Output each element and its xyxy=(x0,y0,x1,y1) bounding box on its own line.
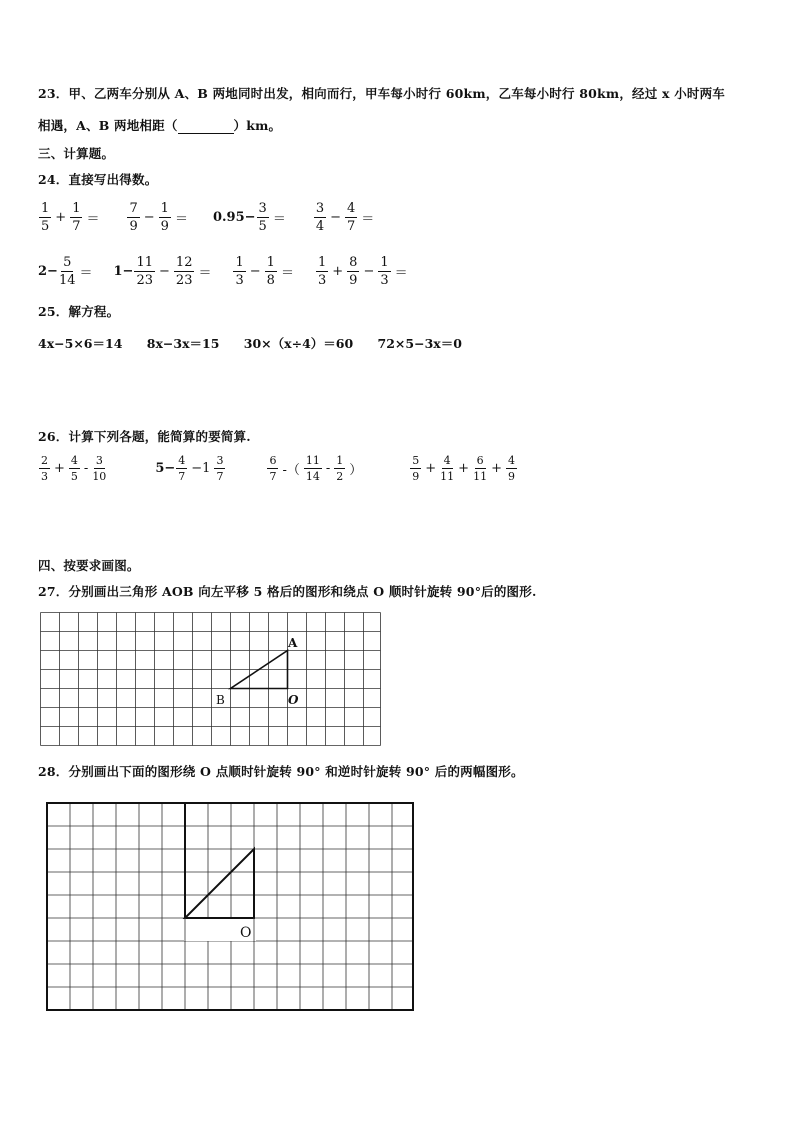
q23-line2-pre: 相遇，A、B 两地相距（ xyxy=(38,118,178,133)
q26-row xyxy=(38,455,536,482)
fraction: $\frac{4}{7}$ xyxy=(178,454,186,483)
fraction: $\frac{4}{11}$ xyxy=(440,454,455,483)
q25-eq4: 72×5−3x＝0 xyxy=(377,336,462,351)
q28-grid[interactable] xyxy=(46,802,414,1012)
q25-eq2: 8x−3x＝15 xyxy=(146,336,220,351)
q26-e1: $\frac{2}{3}$ + $\frac{4}{5}$ - $\frac{3}{10}$ xyxy=(41,454,107,483)
fraction: $\frac{4}{5}$ xyxy=(70,454,78,483)
q24-r2-e1: 2− $\frac{5}{14}$ ＝ xyxy=(38,255,93,288)
fraction: $\frac{3}{4}$ xyxy=(315,201,325,234)
q25-eq3: 30×（x÷4）＝60 xyxy=(243,336,354,351)
q25-eq1: 4x−5×6＝14 xyxy=(38,336,123,351)
q24-r1-e3: 0.95− $\frac{3}{5}$ ＝ xyxy=(212,201,286,234)
q23-line2-post: ）km。 xyxy=(233,118,282,133)
fraction: $\frac{3}{7}$ xyxy=(216,454,224,483)
q27-title: 27．分别画出三角形 AOB 向左平移 5 格后的图形和绕点 O 顺时针旋转 90°后的图形. xyxy=(38,584,537,599)
fraction: $\frac{11}{14}$ xyxy=(305,454,320,483)
q27-label-o: O xyxy=(288,693,299,707)
fraction: $\frac{1}{3}$ xyxy=(380,255,389,288)
q24-title: 24．直接写出得数。 xyxy=(38,172,158,187)
q25-equations xyxy=(38,334,482,352)
q24-r2-e4: $\frac{1}{3}$ + $\frac{8}{9}$ − $\frac{1}{3}$ ＝ xyxy=(317,255,408,288)
q27-grid[interactable] xyxy=(40,612,382,746)
q24-row1 xyxy=(38,202,395,233)
q27-grid-lines xyxy=(41,613,381,746)
fraction: $\frac{11}{23}$ xyxy=(136,255,154,288)
q23-line1: 23．甲、乙两车分别从 A、B 两地同时出发，相向而行，甲车每小时行 60km，乙车每小时行 80km，经过 x 小时两车 xyxy=(38,86,725,101)
q25-title: 25．解方程。 xyxy=(38,304,120,319)
q27-label-a: A xyxy=(288,636,298,650)
q23-answer-blank[interactable] xyxy=(178,118,234,134)
section3-heading: 三、计算题。 xyxy=(38,146,115,161)
fraction: $\frac{4}{7}$ xyxy=(347,201,356,234)
q28-grid-lines xyxy=(47,803,413,1010)
q28-title: 28．分别画出下面的图形绕 O 点顺时针旋转 90° 和逆时针旋转 90° 后的两幅图形。 xyxy=(38,764,524,779)
fraction: $\frac{1}{2}$ xyxy=(336,454,344,483)
fraction: $\frac{1}{7}$ xyxy=(72,201,81,234)
q28-label-o: O xyxy=(240,925,252,941)
fraction: $\frac{1}{8}$ xyxy=(266,255,275,288)
q24-r1-e4: $\frac{3}{4}$ − $\frac{4}{7}$ ＝ xyxy=(315,201,375,234)
fraction: $\frac{5}{9}$ xyxy=(412,454,420,483)
q24-r2-e2: 1− $\frac{11}{23}$ − $\frac{12}{23}$ ＝ xyxy=(113,255,212,288)
fraction: $\frac{6}{7}$ xyxy=(269,454,277,483)
section4-heading: 四、按要求画图。 xyxy=(38,558,140,573)
q26-e4: $\frac{5}{9}$ + $\frac{4}{11}$ + $\frac{6}{11}$ + $\frac{4}{9}$ xyxy=(412,454,515,483)
fraction: $\frac{6}{11}$ xyxy=(473,454,488,483)
q28-outer-border xyxy=(47,803,413,1010)
fraction: $\frac{1}{3}$ xyxy=(235,255,244,288)
fraction: $\frac{3}{5}$ xyxy=(258,201,267,234)
fraction: $\frac{3}{10}$ xyxy=(92,454,107,483)
q24-r1-e2: $\frac{7}{9}$ − $\frac{1}{9}$ ＝ xyxy=(129,201,188,234)
q26-title: 26．计算下列各题，能简算的要简算. xyxy=(38,429,251,444)
fraction: $\frac{4}{9}$ xyxy=(507,454,515,483)
q24-row2 xyxy=(38,256,429,287)
fraction: $\frac{2}{3}$ xyxy=(41,454,48,483)
fraction: $\frac{1}{5}$ xyxy=(41,201,50,234)
q23-line2 xyxy=(38,116,281,134)
fraction: $\frac{5}{14}$ xyxy=(58,255,76,288)
q24-r1-e1: $\frac{1}{5}$ + $\frac{1}{7}$ ＝ xyxy=(41,201,100,234)
fraction: $\frac{1}{3}$ xyxy=(317,255,327,288)
q24-r2-e3: $\frac{1}{3}$ − $\frac{1}{8}$ ＝ xyxy=(235,255,294,288)
q26-e2: 5− $\frac{4}{7}$ −1 $\frac{3}{7}$ xyxy=(155,454,224,483)
fraction: $\frac{1}{9}$ xyxy=(160,201,169,234)
q27-label-b: B xyxy=(216,693,225,707)
q26-e3: $\frac{6}{7}$ -（ $\frac{11}{14}$ - $\frac{1}{2}$ ） xyxy=(269,454,363,483)
fraction: $\frac{12}{23}$ xyxy=(175,255,193,288)
fraction: $\frac{8}{9}$ xyxy=(349,255,358,288)
fraction: $\frac{7}{9}$ xyxy=(129,201,138,234)
